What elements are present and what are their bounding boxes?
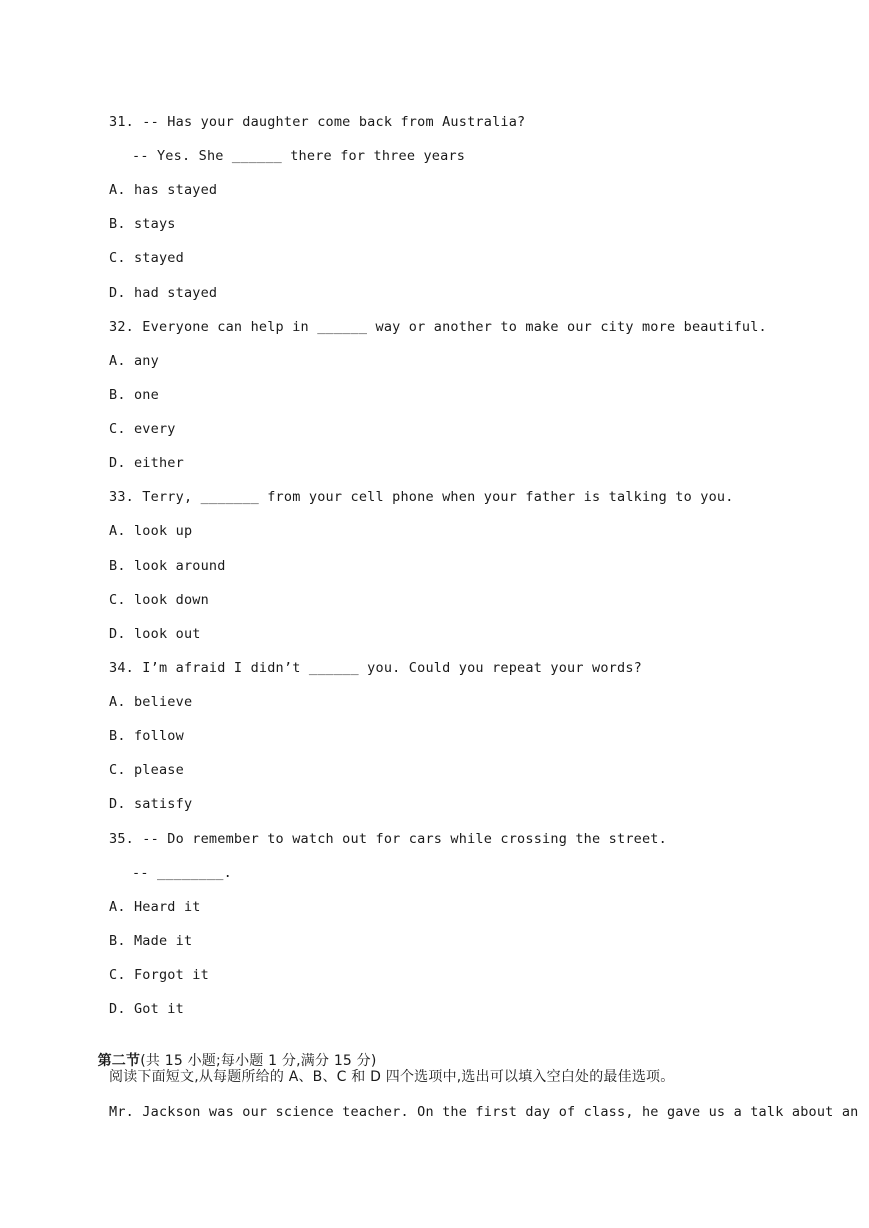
question-31-option-c: C. stayed [109, 250, 184, 266]
section-title: 第二节 [97, 1053, 141, 1069]
question-32-stem: 32. Everyone can help in ______ way or another to make our city more beautiful. [109, 319, 767, 335]
question-31-option-d: D. had stayed [109, 285, 218, 301]
question-32-option-b: B. one [109, 387, 159, 403]
question-35-option-d: D. Got it [109, 1001, 184, 1017]
question-34-stem: 34. I’m afraid I didn’t ______ you. Could you repeat your words? [109, 660, 642, 676]
question-34-option-c: C. please [109, 762, 184, 778]
section-subtitle: (共 15 小题;每小题 1 分,满分 15 分) [140, 1053, 377, 1069]
question-33-option-b: B. look around [109, 558, 226, 574]
question-32-option-c: C. every [109, 421, 176, 437]
passage-first-line: Mr. Jackson was our science teacher. On the first day of class, he gave us a talk about an [109, 1104, 859, 1120]
question-32-option-d: D. either [109, 455, 184, 471]
question-34-option-d: D. satisfy [109, 796, 193, 812]
question-33-option-d: D. look out [109, 626, 201, 642]
question-31-option-a: A. has stayed [109, 182, 218, 198]
question-31-stem: 31. -- Has your daughter come back from Australia? [109, 114, 526, 130]
question-35-stem: 35. -- Do remember to watch out for cars while crossing the street. [109, 831, 667, 847]
question-32-option-a: A. any [109, 353, 159, 369]
question-33-stem: 33. Terry, _______ from your cell phone when your father is talking to you. [109, 489, 734, 505]
question-35-response: -- ________. [132, 865, 232, 881]
question-35-option-a: A. Heard it [109, 899, 201, 915]
question-31-response: -- Yes. She ______ there for three years [132, 148, 466, 164]
question-33-option-a: A. look up [109, 523, 193, 539]
question-34-option-b: B. follow [109, 728, 184, 744]
question-31-option-b: B. stays [109, 216, 176, 232]
question-34-option-a: A. believe [109, 694, 193, 710]
question-35-option-b: B. Made it [109, 933, 193, 949]
question-35-option-c: C. Forgot it [109, 967, 209, 983]
section-instruction: 阅读下面短文,从每题所给的 A、B、C 和 D 四个选项中,选出可以填入空白处的最佳选项。 [109, 1069, 675, 1085]
question-33-option-c: C. look down [109, 592, 209, 608]
